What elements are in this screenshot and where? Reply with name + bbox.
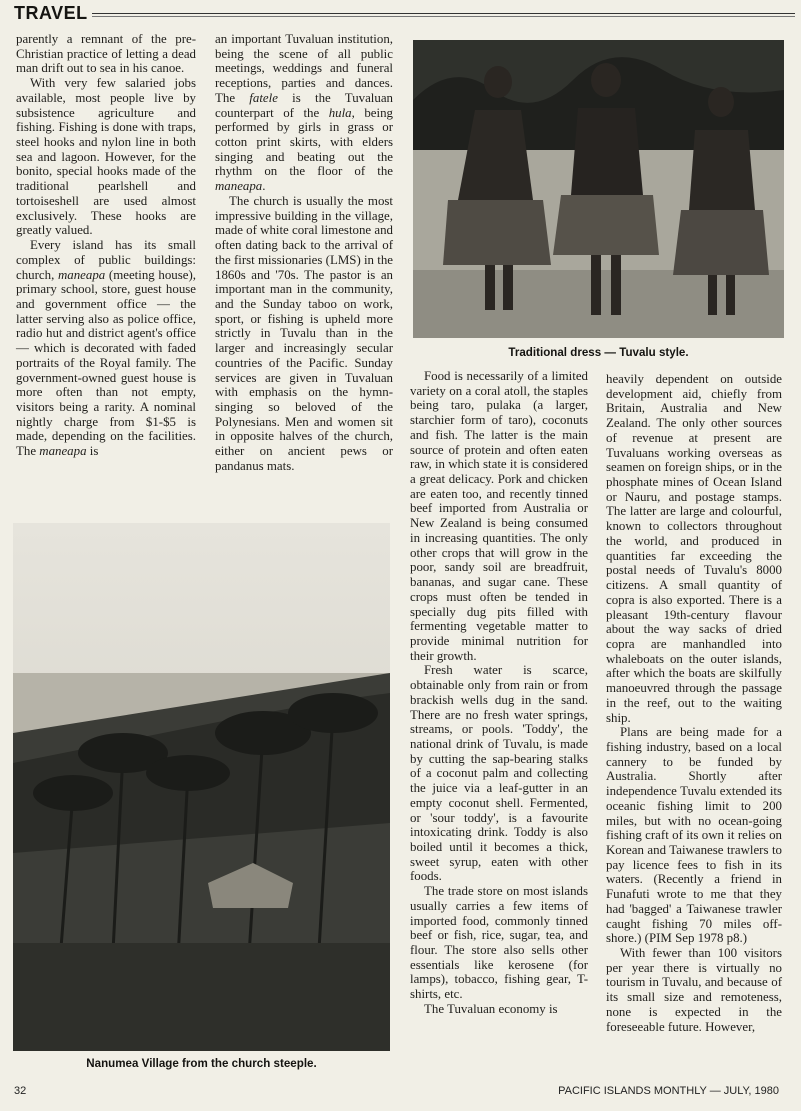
caption-village: Nanumea Village from the church steeple. [86,1057,317,1070]
article-column-2 [215,32,393,474]
paragraph: heavily dependent on outside development aid, chiefly from Britain, Australia and New Zealand. The only other sources of revenue at present are Tuvaluans working overseas as seamen on foreign ships, or in the phosphate mines of Ocean Island or Nauru, and postage stamps. The latter are large and colourful, known to collectors throughout the world, and produced in quantities far exceeding the postal needs of Tuvalu's 8000 citizens. A small quantity of copra is also exported. There is a pleasant 19th-century flavour about the way sacks of dried copra are manhandled into whaleboats on the outer islands, after which the boats are skilfully manoeuvred through the passage in the reef, out to the waiting ship. [606,372,782,725]
photo-traditional-dancers [413,40,784,338]
publication-footer: PACIFIC ISLANDS MONTHLY — JULY, 1980 [558,1085,779,1097]
article-column-3 [410,369,588,1017]
dancers-photo-image [413,40,784,338]
photo-nanumea-village [13,523,390,1051]
paragraph: Food is necessarily of a limited variety on a coral atoll, the staples being taro, pulaka (a larger, starchier form of taro), coconuts and fish. The latter is the main source of protein and often eaten raw, in which state it is considered a great delicacy. Pork and chicken are eaten too, and recently tinned beef imported from Australia or New Zealand is being consumed in increasing quantities. The only other crops that will grow in the poor, sandy soil are breadfruit, bananas, and sugar cane. These crops must often be tended in specially dug pits filled with fermenting vegetable matter to provide minimal nutrition for their growth. [410,369,588,663]
article-column-1 [16,32,196,459]
page-number: 32 [14,1085,27,1097]
paragraph: With fewer than 100 visitors per year there is virtually no tourism in Tuvalu, and because of its small size and remoteness, none is expected in the foreseeable future. However, [606,946,782,1034]
village-photo-image [13,523,390,1051]
paragraph: an important Tuvaluan institution, being the scene of all public meetings, weddings and funeral receptions, parties and dances. The fatele is the Tuvaluan counterpart of the hula, being performed by girls in grass or cotton print skirts, with elders singing and beating out the rhythm on the floor of the maneapa. [215,32,394,194]
paragraph: Plans are being made for a fishing industry, based on a local cannery to be funded by Australia. Shortly after independence Tuvalu extended its oceanic fishing limit to 200 miles, but with no ocean-going fishing craft of its own it relies on Korean and Taiwanese trawlers to pay licence fees to fish in its waters. (Recently a friend in Funafuti wrote to me that they had 'bagged' a Taiwanese trawler caught fishing 70 miles off-shore.) (PIM Sep 1978 p8.) [606,725,782,946]
paragraph: parently a remnant of the pre-Christian practice of letting a dead man drift out to sea in his canoe. [16,32,196,76]
section-label: TRAVEL [14,3,88,23]
paragraph: The trade store on most islands usually carries a few items of imported food, commonly tinned beef or fish, rice, sugar, tea, and flour. The store also sells other essentials like kerosene (for lamps), tobacco, fishing gear, T-shirts, etc. [410,884,588,1002]
header-rule-thin [92,16,795,17]
paragraph: Every island has its small complex of public buildings: church, maneapa (meeting house), primary school, store, guest house and government office — the latter serving also as police office, radio hut and district agent's office — which is decorated with faded portraits of the Royal family. The government-owned guest house is more often than not empty, visitors being a rarity. A nominal nightly charge from $1-$5 is made, depending on the facilities. The maneapa is [16,238,196,459]
paragraph: Fresh water is scarce, obtainable only from rain or from brackish wells dug in the sand. There are no fresh water springs, streams, or pools. 'Toddy', the national drink of Tuvalu, is made by cutting the sap-bearing stalks of a coconut palm and collecting the juice via a leaf-gutter in an empty coconut shell. Fermented, or 'sour toddy', is a favourite intoxicating drink. Toddy is also boiled until it becomes a thick, sweet syrup, eaten with other foods. [410,663,588,884]
paragraph: The Tuvaluan economy is [424,1001,558,1016]
paragraph: The church is usually the most impressive building in the village, made of white coral limestone and often dating back to the arrival of the first missionaries (LMS) in the 1860s and '70s. The pastor is an important man in the community, and the Sunday taboo on work, sport, or fishing is upheld more strictly in Tuvalu than in the larger and increasingly secular countries of the Pacific. Sunday services are given in Tuvaluan with emphasis on the hymn-singing so beloved of the Polynesians. Men and women sit in opposite halves of the church, either on ancient pews or pandanus mats. [215,193,393,473]
header-rule [92,13,795,14]
article-column-4 [606,372,782,1034]
paragraph: With very few salaried jobs available, most people live by subsistence agriculture and fishing. Fishing is done with traps, steel hooks and nylon line in both sea and lagoon. However, for the bonito, special hooks made of the traditional pearlshell and tortoiseshell are used almost exclusively. These hooks are greatly valued. [16,76,196,238]
caption-dancers: Traditional dress — Tuvalu style. [508,346,689,359]
